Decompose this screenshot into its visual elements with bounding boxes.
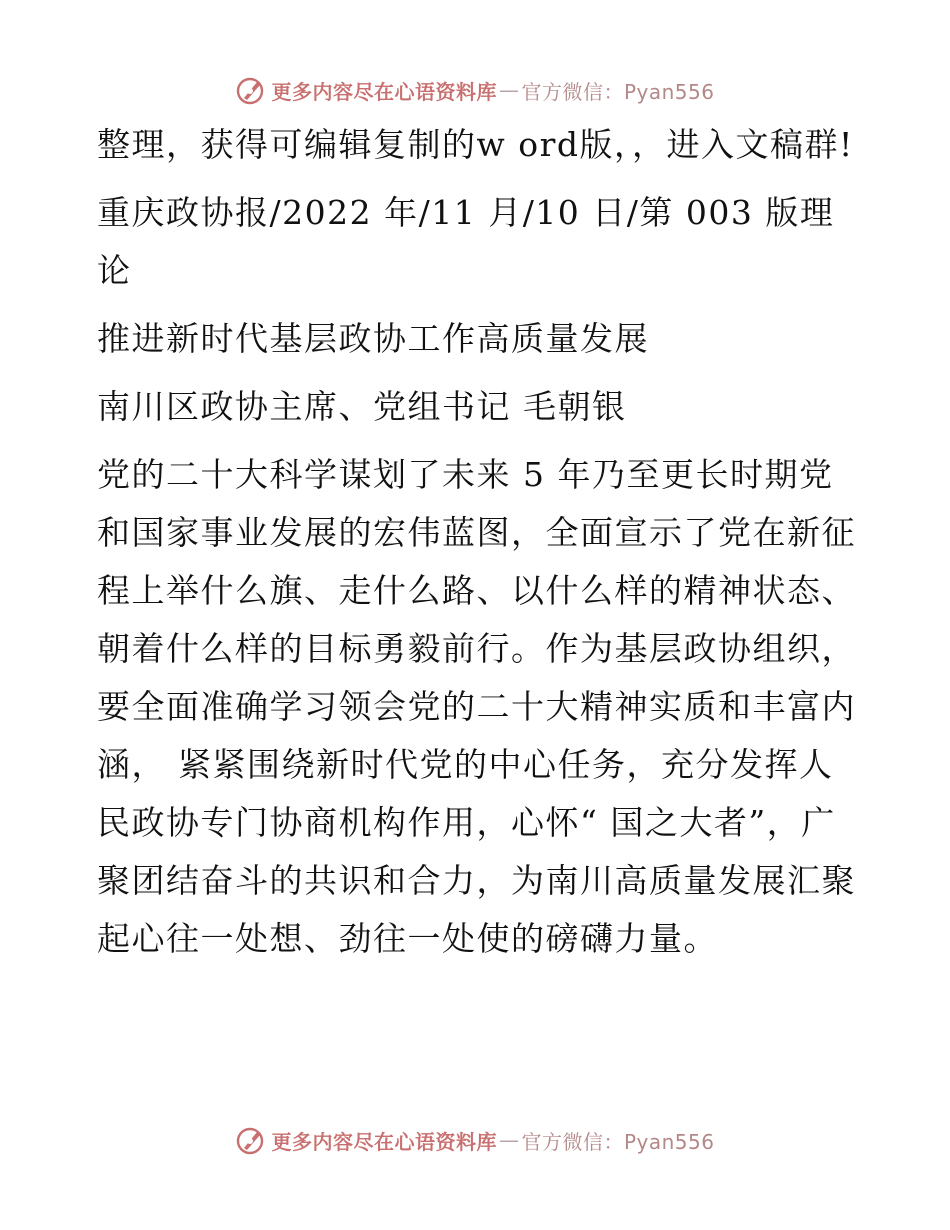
watermark-text: 更多内容尽在心语资料库 <box>271 79 497 104</box>
watermark-contact: 官方微信：Pyan556 <box>521 79 715 104</box>
watermark-text: 更多内容尽在心语资料库 <box>271 1129 497 1154</box>
header-watermark <box>0 74 950 106</box>
source-line: 重庆政协报/2022 年/11 月/10 日/第 003 版理论 <box>97 193 835 290</box>
document-body <box>97 116 857 978</box>
watermark-contact: 官方微信：Pyan556 <box>521 1129 715 1154</box>
watermark-separator: — <box>498 1128 520 1152</box>
intro-note: 整理，获得可编辑复制的w ord版，，进入文稿群! <box>97 125 854 164</box>
footer-watermark <box>0 1124 950 1156</box>
body-paragraph: 党的二十大科学谋划了未来 5 年乃至更长时期党和国家事业发展的宏伟蓝图，全面宣示了党在新征程上举什么旗、走什么路、以什么样的精神状态、朝着什么样的目标勇毅前行。作为基层政协组织，要全面准确学习领会党的二十大精神实质和丰富内涵， 紧紧围绕新时代党的中心任务，充分发挥人民政协专门协商机构作用，心怀“ 国之大者”，广聚团结奋斗的共识和合力，为南川高质量发展汇聚起心往一处想、劲往一处使的磅礴力量。 <box>97 455 856 958</box>
article-title: 推进新时代基层政协工作高质量发展 <box>97 319 649 358</box>
pen-logo-icon <box>235 74 267 106</box>
watermark-separator: — <box>498 78 520 102</box>
pen-logo-icon <box>235 1124 267 1156</box>
author-line: 南川区政协主席、党组书记 毛朝银 <box>97 387 627 426</box>
